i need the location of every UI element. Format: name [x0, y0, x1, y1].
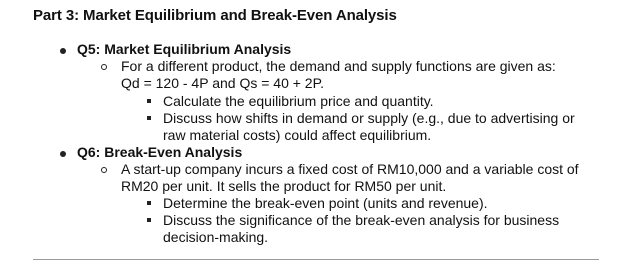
question-intro-continued: RM20 per unit. It sells the product for RM50 per unit.	[121, 178, 447, 194]
bullet-dot-icon	[60, 48, 66, 54]
task-item-continued: raw material costs) could affect equilibrium.	[163, 127, 432, 143]
task-item: Discuss the significance of the break-even analysis for business	[163, 212, 560, 228]
question-equation: Qd = 120 - 4P and Qs = 40 + 2P.	[121, 75, 325, 91]
question-intro: For a different product, the demand and supply functions are given as:	[121, 58, 556, 74]
section-title: Part 3: Market Equilibrium and Break-Even Analysis	[33, 7, 397, 24]
task-item: Discuss how shifts in demand or supply (e.g., due to advertising or	[163, 110, 575, 126]
square-bullet-icon	[147, 116, 151, 120]
bullet-dot-icon	[60, 151, 66, 157]
task-item: Determine the break-even point (units and revenue).	[163, 195, 488, 211]
question-heading: Q6: Break-Even Analysis	[77, 144, 243, 160]
square-bullet-icon	[147, 99, 151, 103]
circle-bullet-icon	[101, 167, 107, 173]
task-item-continued: decision-making.	[163, 229, 269, 245]
square-bullet-icon	[147, 218, 151, 222]
circle-bullet-icon	[101, 64, 107, 70]
task-item: Calculate the equilibrium price and quantity.	[163, 93, 434, 109]
divider	[33, 259, 599, 260]
question-heading: Q5: Market Equilibrium Analysis	[77, 41, 292, 57]
square-bullet-icon	[147, 201, 151, 205]
question-intro: A start-up company incurs a fixed cost of RM10,000 and a variable cost of	[121, 161, 579, 177]
